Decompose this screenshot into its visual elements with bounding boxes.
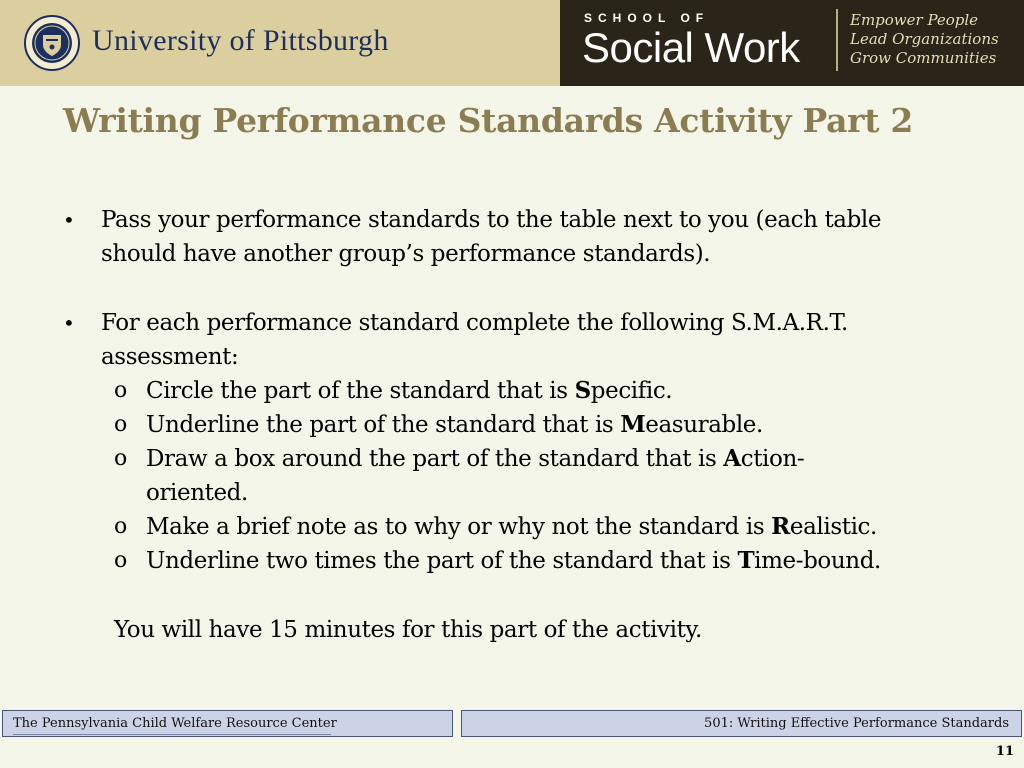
smart-item-realistic: Make a brief note as to why or why not the standard is Realistic. (146, 513, 877, 540)
school-name: Social Work (582, 24, 800, 71)
taglines (850, 11, 999, 68)
closing-note: You will have 15 minutes for this part of the activity. (114, 617, 702, 643)
footer-underline (13, 734, 331, 735)
footer-organization-text: The Pennsylvania Child Welfare Resource Center (13, 716, 337, 731)
tagline: Empower People (850, 11, 979, 29)
circle-bullet-icon: o (114, 514, 128, 539)
university-brand (0, 0, 560, 86)
tagline: Grow Communities (850, 49, 997, 67)
footer-course-text: 501: Writing Effective Performance Standards (704, 716, 1009, 731)
brand-divider (836, 9, 838, 71)
footer-course-title (461, 710, 1022, 737)
slide-title: Writing Performance Standards Activity Part 2 (63, 101, 914, 140)
header-banner (0, 0, 1024, 86)
school-of-label: SCHOOL OF (584, 11, 710, 25)
smart-item-specific: Circle the part of the standard that is Specific. (146, 377, 673, 404)
tagline: Lead Organizations (850, 30, 999, 48)
smart-item-time-bound: Underline two times the part of the standard that is Time-bound. (146, 547, 881, 574)
circle-bullet-icon: o (114, 446, 128, 471)
page-number: 11 (995, 744, 1014, 759)
bullet-icon: • (63, 311, 75, 335)
circle-bullet-icon: o (114, 378, 128, 403)
circle-bullet-icon: o (114, 412, 128, 437)
university-seal-icon (24, 15, 80, 71)
bullet-icon: • (63, 208, 75, 232)
bullet-text: should have another group’s performance standards). (101, 241, 711, 267)
school-brand (560, 0, 1024, 86)
circle-bullet-icon: o (114, 548, 128, 573)
university-name: University of Pittsburgh (92, 24, 389, 57)
footer-organization (2, 710, 453, 737)
smart-item-continuation: oriented. (146, 480, 248, 506)
bullet-text: Pass your performance standards to the table next to you (each table (101, 207, 882, 233)
smart-item-action-oriented: Draw a box around the part of the standard that is Action- (146, 445, 805, 472)
bullet-text: assessment: (101, 344, 239, 370)
smart-item-measurable: Underline the part of the standard that is Measurable. (146, 411, 763, 438)
bullet-text: For each performance standard complete the following S.M.A.R.T. (101, 310, 848, 336)
